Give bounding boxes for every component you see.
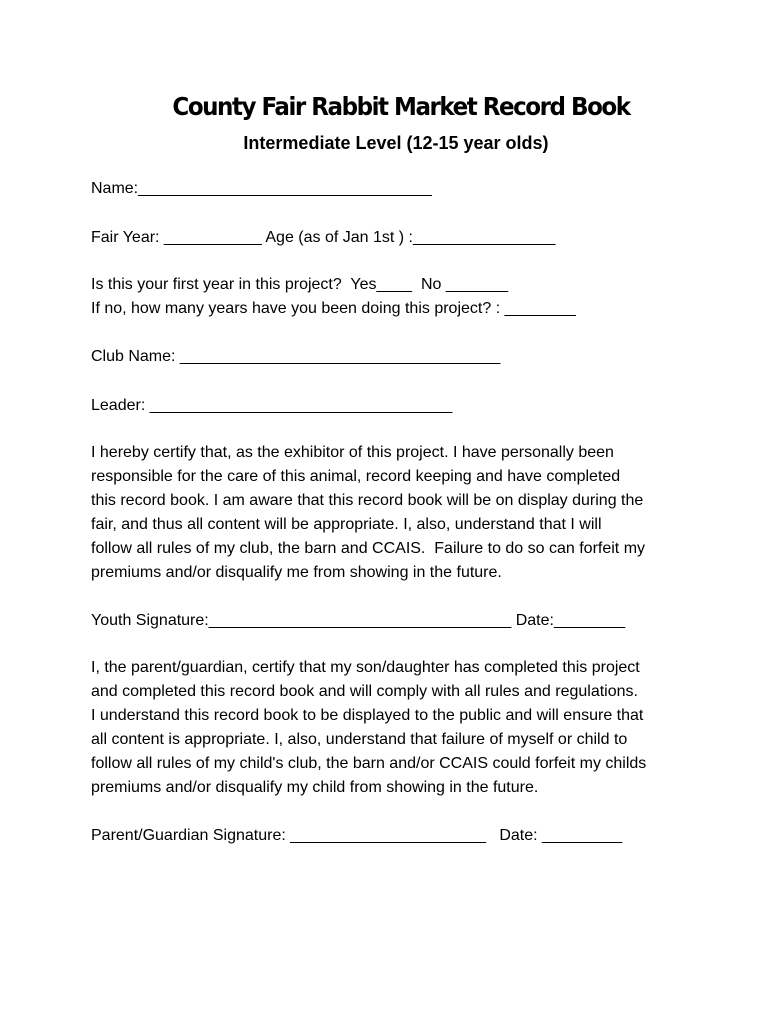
document-title: County Fair Rabbit Market Record Book	[172, 92, 630, 121]
exhibitor-certification-paragraph	[91, 441, 721, 585]
certification-line: I hereby certify that, as the exhibitor of this project. I have personally been	[91, 444, 614, 461]
certification-line: this record book. I am aware that this record book will be on display during the	[91, 492, 644, 509]
parent-certification-line: follow all rules of my child's club, the barn and/or CCAIS could forfeit my childs	[91, 755, 647, 772]
fair-year-age-line: Fair Year: ___________ Age (as of Jan 1st ) :________________	[91, 229, 556, 246]
leader-line: Leader: __________________________________	[91, 397, 453, 414]
first-year-question: Is this your first year in this project? Yes____ No _______	[91, 276, 509, 293]
youth-signature-line: Youth Signature:__________________________________ Date:________	[91, 612, 626, 629]
club-name-line: Club Name: ____________________________________	[91, 348, 501, 365]
parent-certification-line: all content is appropriate. I, also, understand that failure of myself or child to	[91, 731, 628, 748]
document-subtitle: Intermediate Level (12-15 year olds)	[243, 133, 549, 153]
parent-certification-line: I understand this record book to be displayed to the public and will ensure that	[91, 707, 644, 724]
years-in-project-question: If no, how many years have you been doing this project? : ________	[91, 300, 576, 317]
certification-line: responsible for the care of this animal, record keeping and have completed	[91, 468, 621, 485]
parent-certification-paragraph	[91, 656, 721, 800]
parent-certification-line: I, the parent/guardian, certify that my son/daughter has completed this project	[91, 659, 640, 676]
parent-certification-line: premiums and/or disqualify my child from showing in the future.	[91, 779, 539, 796]
parent-signature-line: Parent/Guardian Signature: ______________________ Date: _________	[91, 827, 623, 844]
parent-certification-line: and completed this record book and will comply with all rules and regulations.	[91, 683, 638, 700]
certification-line: premiums and/or disqualify me from showing in the future.	[91, 564, 502, 581]
name-field-line: Name:_________________________________	[91, 180, 432, 197]
certification-line: follow all rules of my club, the barn and CCAIS. Failure to do so can forfeit my	[91, 540, 646, 557]
certification-line: fair, and thus all content will be appropriate. I, also, understand that I will	[91, 516, 602, 533]
